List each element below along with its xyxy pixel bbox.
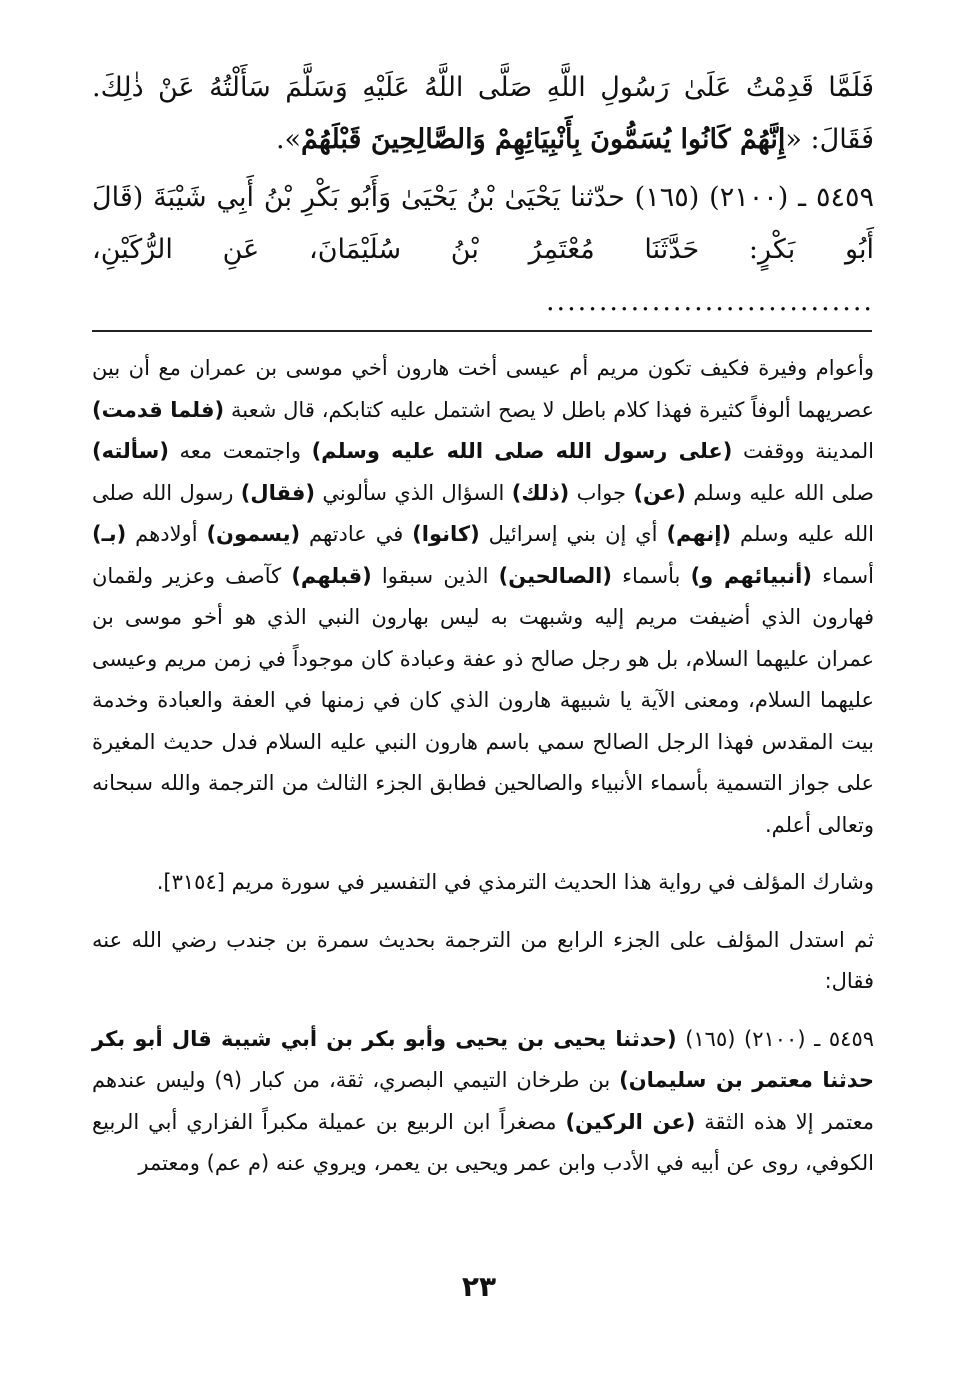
- main-text-block: [92, 62, 874, 334]
- quoted-text-bold: (بـ): [92, 522, 127, 546]
- commentary-paragraph-3: ثم استدل المؤلف على الجزء الرابع من الترجمة بحديث سمرة بن جندب رضي الله عنه فقال:: [92, 927, 874, 993]
- commentary-text: بن طرخان التيمي البصري، ثقة، من كبار (٩) وليس عندهم معتمر إلا هذه الثقة: [92, 1068, 874, 1134]
- commentary-text: الذين سبقوا: [371, 563, 499, 588]
- hadith-p1-end: ».: [275, 124, 302, 155]
- commentary-text: المدينة ووقفت: [732, 439, 874, 463]
- quoted-text-bold: (إنهم): [666, 522, 732, 546]
- quoted-text-bold: (على رسول الله صلى الله عليه وسلم): [311, 439, 733, 463]
- commentary-text: بأسماء: [611, 563, 691, 588]
- quoted-text-bold: (فقال): [240, 480, 315, 505]
- commentary-text: مصغراً ابن الربيع بن عميلة مكبراً الفزاري أبي الربيع الكوفي، روى عن أبيه في الأدب وابن عمر ويحيى بن يعمر، ويروي عنه (م عم) ومعتمر: [92, 1109, 874, 1175]
- quoted-text-bold: (يسمون): [206, 522, 301, 546]
- quoted-text-bold: (حدثنا يحيى بن يحيى وأبو بكر بن أبي شيبة قال أبو بكر حدثنا معتمر بن سليمان): [92, 1026, 875, 1092]
- hadith-p1-text: فَلَمَّا قَدِمْتُ عَلَىٰ رَسُولِ اللَّهِ صَلَّى اللَّهُ عَلَيْهِ وَسَلَّمَ سَأَلْتُهُ عَنْ ذٰلِكَ. فَقَالَ: «: [92, 72, 874, 155]
- commentary-text: صلى الله عليه وسلم: [685, 480, 874, 505]
- commentary-text: ٥٤٥٩ ـ (٢١٠٠) (١٦٥): [676, 1026, 875, 1051]
- commentary-block: [92, 348, 874, 1201]
- commentary-paragraph-1: [92, 348, 874, 846]
- commentary-text: أي إن بني إسرائيل: [479, 522, 667, 546]
- quoted-text-bold: (كانوا): [412, 522, 480, 546]
- commentary-text: أسماء: [811, 563, 874, 588]
- commentary-paragraph-2: وشارك المؤلف في رواية هذا الحديث الترمذي في التفسير في سورة مريم [٣١٥٤].: [156, 870, 874, 894]
- quoted-text-bold: (عن الركين): [565, 1109, 696, 1134]
- hadith-paragraph-1: [92, 62, 874, 166]
- quoted-text-bold: (فلما قدمت): [92, 397, 225, 422]
- commentary-text: كآصف وعزير ولقمان فهارون الذي أضيفت مريم إليه وشبهت به ليس بهارون النبي الذي هو أخو موسى بن عمران عليهما السلام، بل هو رجل صالح ذو عفة وعبادة كان موجوداً في زمن مريم وعيسى عليهما السلام، ومعنى الآية يا شبيهة هارون الذي كان في زمنها في العفة والعبادة وخدمة بيت المقدس فهذا الرجل الصالح سمي باسم هارون النبي عليه السلام فدل حديث المغيرة على جواز التسمية بأسماء الأنبياء والصالحين فطابق الجزء الثالث من الترجمة والله سبحانه وتعالى أعلم.: [92, 563, 874, 837]
- commentary-text: في عادتهم: [300, 522, 413, 546]
- commentary-text: رسول الله صلى الله عليه وسلم: [92, 480, 874, 546]
- commentary-text: أولادهم: [126, 522, 207, 546]
- quoted-text-bold: (ذلك): [511, 480, 570, 505]
- hadith-p1-bold: إِنَّهُمْ كَانُوا يُسَمُّونَ بِأَنْبِيَائِهِمْ وَالصَّالِحِينَ قَبْلَهُمْ: [301, 124, 786, 155]
- commentary-paragraph-4: [92, 1019, 874, 1185]
- hadith-text: [92, 62, 874, 328]
- quoted-text-bold: (قبلهم): [291, 563, 372, 588]
- hadith-p2-dots: ...............................: [545, 286, 874, 317]
- footnote-divider: [92, 330, 872, 332]
- commentary-text: واجتمعت معه: [168, 439, 312, 463]
- hadith-paragraph-2: [92, 172, 874, 328]
- hadith-p2-text: ٥٤٥٩ ـ (٢١٠٠) (١٦٥) حدّثنا يَحْيَىٰ بْنُ يَحْيَىٰ وَأَبُو بَكْرِ بْنُ أَبِي شَيْبَةَ (قَالَ أَبُو بَكْرٍ: حَدَّثَنَا مُعْتَمِرُ بْنُ سُلَيْمَانَ، عَنِ الرُّكَيْنِ،: [92, 182, 875, 265]
- commentary-text: وأعوام وفيرة فكيف تكون مريم أم عيسى أخت هارون أخي موسى بن عمران مع أن بين عصريهما ألوفاً كثيرة فهذا كلام باطل لا يصح اشتمل عليه كتابكم، قال شعبة: [92, 356, 875, 422]
- page-number: ٢٣: [461, 1270, 497, 1303]
- quoted-text-bold: (أنبيائهم و): [690, 563, 812, 588]
- quoted-text-bold: (الصالحين): [498, 563, 612, 588]
- quoted-text-bold: (سألته): [92, 439, 169, 463]
- commentary-text: السؤال الذي سألوني: [314, 480, 512, 505]
- quoted-text-bold: (عن): [633, 480, 686, 505]
- commentary-text: جواب: [569, 480, 634, 505]
